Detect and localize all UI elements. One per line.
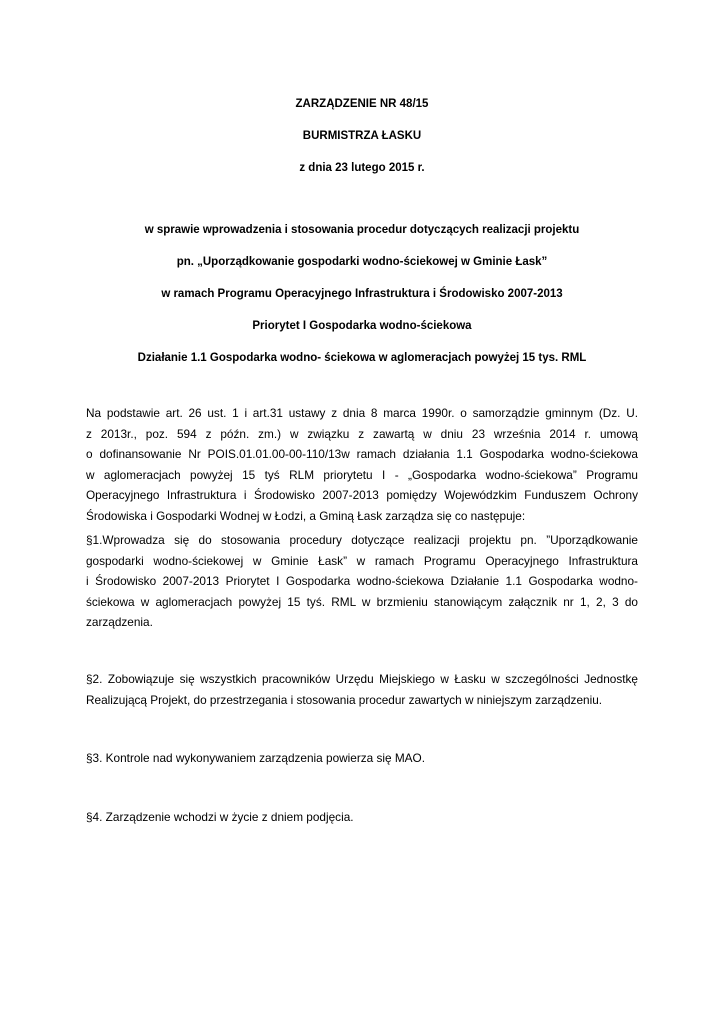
document-date: z dnia 23 lutego 2015 r. bbox=[299, 162, 425, 174]
preamble-paragraph bbox=[86, 403, 638, 526]
section-2-paragraph bbox=[86, 669, 638, 710]
preamble-line: Operacyjnego Infrastruktura i Środowisko 2007-2013 pomiędzy Wojewódzkim Funduszem Ochrony bbox=[86, 488, 638, 502]
preamble-line: w aglomeracjach powyżej 15 tyś RLM priorytetu I - „Gospodarka wodno-ściekowa” Programu bbox=[86, 467, 638, 482]
section-1-paragraph bbox=[86, 530, 638, 633]
preamble-line: Środowiska i Gospodarki Wodnej w Łodzi, a Gminą Łask zarządza się co następuje: bbox=[86, 508, 526, 523]
section-2-line: §2. Zobowiązuje się wszystkich pracowników Urzędu Miejskiego w Łasku w szczególności Jednostkę bbox=[86, 672, 638, 686]
section-1-line: §1.Wprowadza się do stosowania procedury dotyczące realizacji projektu pn. ”Uporządkowanie bbox=[86, 533, 638, 547]
document-issuer: BURMISTRZA ŁASKU bbox=[302, 130, 422, 142]
preamble-line: Na podstawie art. 26 ust. 1 i art.31 ustawy z dnia 8 marca 1990r. o samorządzie gminnym (Dz. U. bbox=[86, 406, 638, 420]
subject-line-2: pn. „Uporządkowanie gospodarki wodno-ściekowej w Gminie Łask” bbox=[176, 256, 548, 268]
section-4-text: §4. Zarządzenie wchodzi w życie z dniem podjęcia. bbox=[86, 810, 354, 824]
section-3-text: §3. Kontrole nad wykonywaniem zarządzenia powierza się MAO. bbox=[86, 751, 425, 765]
document-title: ZARZĄDZENIE NR 48/15 bbox=[295, 98, 429, 110]
section-1-line: ściekowa w aglomeracjach powyżej 15 tyś. RML w brzmieniu stanowiącym załącznik nr 1, 2, 3 do bbox=[86, 594, 638, 609]
section-1-line: i Środowisko 2007-2013 Priorytet I Gospodarka wodno-ściekowa Działanie 1.1 Gospodarka wodno- bbox=[86, 574, 638, 588]
section-1-line: zarządzenia. bbox=[86, 615, 153, 629]
subject-line-3: w ramach Programu Operacyjnego Infrastruktura i Środowisko 2007-2013 bbox=[161, 288, 563, 300]
preamble-line: z 2013r., poz. 594 z późn. zm.) w związku z zawartą w dniu 23 września 2014 r. umową bbox=[86, 426, 638, 441]
subject-line-5: Działanie 1.1 Gospodarka wodno- ściekowa w aglomeracjach powyżej 15 tys. RML bbox=[137, 352, 587, 364]
preamble-line: o dofinansowanie Nr POIS.01.01.00-00-110/13w ramach działania 1.1 Gospodarka wodno-ściekowa bbox=[86, 447, 638, 461]
section-2-line: Realizującą Projekt, do przestrzegania i stosowania procedur zawartych w niniejszym zarządzeniu. bbox=[86, 692, 603, 707]
section-1-line: gospodarki wodno-ściekowej w Gminie Łask” w ramach Programu Operacyjnego Infrastruktura bbox=[86, 553, 638, 568]
subject-line-4: Priorytet I Gospodarka wodno-ściekowa bbox=[252, 320, 472, 332]
subject-line-1: w sprawie wprowadzenia i stosowania procedur dotyczących realizacji projektu bbox=[144, 224, 580, 236]
